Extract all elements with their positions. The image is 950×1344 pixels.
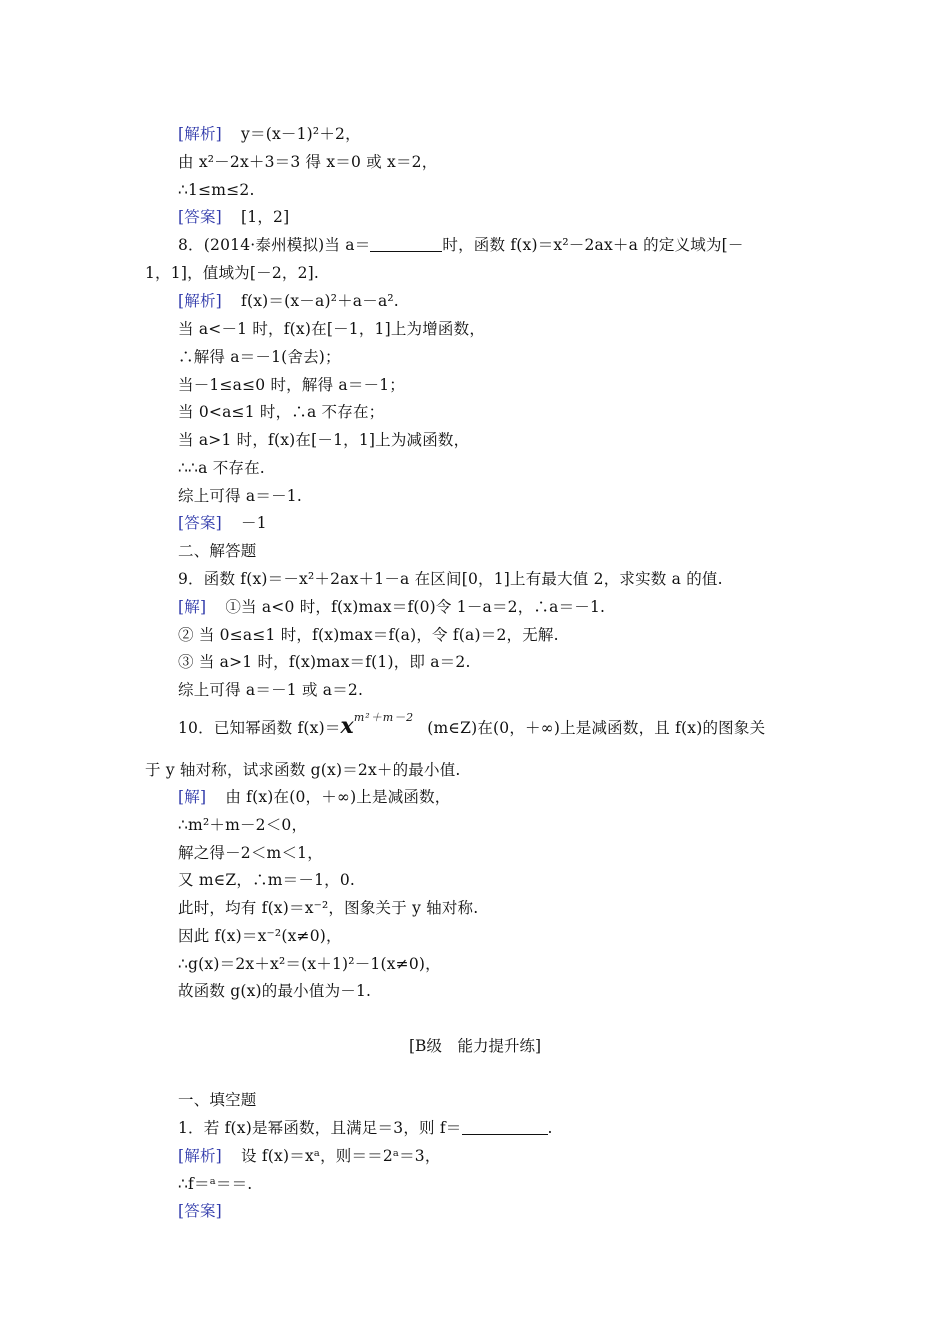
text-line: 由 x²－2x＋3＝3 得 x＝0 或 x＝2， bbox=[178, 153, 438, 171]
answer-tag: [答案] bbox=[178, 1202, 222, 1220]
analysis-line bbox=[178, 1146, 441, 1166]
text-line: 当 0<a≤1 时，∴a 不存在； bbox=[178, 403, 385, 421]
text-line: 解之得－2＜m＜1， bbox=[178, 844, 323, 862]
text: 时，函数 f(x)＝x²－2ax＋a 的定义域为[－ bbox=[442, 236, 744, 254]
analysis-tag: [解析] bbox=[178, 1147, 222, 1165]
question-9: 9．函数 f(x)＝－x²＋2ax＋1－a 在区间[0，1]上有最大值 2，求实数 a 的值. bbox=[178, 570, 723, 588]
question-10 bbox=[178, 711, 766, 740]
answer-line bbox=[178, 1201, 222, 1221]
section-heading: 一、填空题 bbox=[178, 1091, 257, 1109]
question-1 bbox=[178, 1118, 553, 1138]
text-line: ∴m²＋m－2＜0， bbox=[178, 816, 308, 834]
analysis-line bbox=[178, 124, 361, 144]
text-line: 当 a>1 时，f(x)在[－1，1]上为减函数， bbox=[178, 431, 470, 449]
text-line: 又 m∈Z，∴m＝－1，0. bbox=[178, 871, 356, 889]
answer-blank bbox=[462, 1120, 548, 1135]
answer-line bbox=[178, 207, 289, 227]
answer-tag: [答案] bbox=[178, 514, 222, 532]
answer-line bbox=[178, 513, 267, 533]
text: 10．已知幂函数 f(x)＝ bbox=[178, 719, 341, 737]
text: (m∈Z)在(0，＋∞)上是减函数，且 f(x)的图象关 bbox=[427, 719, 766, 737]
text: ①当 a<0 时，f(x)max＝f(0)令 1－a＝2，∴a＝－1. bbox=[225, 598, 606, 616]
text: 由 f(x)在(0，＋∞)上是减函数， bbox=[225, 788, 451, 806]
level-heading: [B级 能力提升练] bbox=[409, 1037, 541, 1055]
text-line: ∴1≤m≤2. bbox=[178, 181, 255, 199]
solution-line bbox=[178, 597, 605, 617]
text: －1 bbox=[241, 514, 267, 532]
answer-tag: [答案] bbox=[178, 208, 222, 226]
solution-line bbox=[178, 787, 451, 807]
text-line: 因此 f(x)＝x⁻²(x≠0)， bbox=[178, 927, 342, 945]
answer-blank bbox=[370, 237, 442, 252]
text-line: ∴f＝ᵃ＝＝. bbox=[178, 1175, 253, 1193]
analysis-tag: [解析] bbox=[178, 292, 222, 310]
text-line: 故函数 g(x)的最小值为－1. bbox=[178, 982, 372, 1000]
solution-tag: [解] bbox=[178, 598, 207, 616]
analysis-tag: [解析] bbox=[178, 125, 222, 143]
text-line: 1，1]，值域为[－2，2]. bbox=[145, 264, 320, 282]
text: 8．(2014·泰州模拟)当 a＝ bbox=[178, 236, 371, 254]
text-line: ③ 当 a>1 时，f(x)max＝f(1)，即 a＝2. bbox=[178, 653, 471, 671]
text: . bbox=[547, 1119, 553, 1137]
text-line: ∴∴a 不存在. bbox=[178, 459, 265, 477]
text-line: 于 y 轴对称，试求函数 g(x)＝2x＋的最小值. bbox=[145, 761, 461, 779]
power-base: x bbox=[340, 713, 354, 739]
text-line: 此时，均有 f(x)＝x⁻²，图象关于 y 轴对称. bbox=[178, 899, 479, 917]
text: 1．若 f(x)是幂函数，且满足＝3，则 f＝ bbox=[178, 1119, 462, 1137]
text-line: 当 a<－1 时，f(x)在[－1，1]上为增函数， bbox=[178, 320, 486, 338]
text-line: 综上可得 a＝－1. bbox=[178, 487, 302, 505]
text-line: ∴解得 a＝－1(舍去)； bbox=[178, 348, 341, 366]
text: f(x)＝(x－a)²＋a－a². bbox=[241, 292, 399, 310]
analysis-line bbox=[178, 291, 399, 311]
question-8 bbox=[178, 235, 744, 255]
text: y＝(x－1)²＋2， bbox=[241, 125, 361, 143]
text: [1，2] bbox=[241, 208, 290, 226]
text-line: 综上可得 a＝－1 或 a＝2. bbox=[178, 681, 364, 699]
section-heading: 二、解答题 bbox=[178, 542, 257, 560]
text-line: 当－1≤a≤0 时，解得 a＝－1； bbox=[178, 376, 405, 394]
power-exponent: m²＋m－2 bbox=[353, 711, 415, 724]
text-line: ∴g(x)＝2x＋x²＝(x＋1)²－1(x≠0)， bbox=[178, 955, 441, 973]
text-line: ② 当 0≤a≤1 时，f(x)max＝f(a)，令 f(a)＝2，无解. bbox=[178, 626, 559, 644]
solution-tag: [解] bbox=[178, 788, 207, 806]
text: 设 f(x)＝xᵃ，则＝＝2ᵃ＝3， bbox=[241, 1147, 441, 1165]
